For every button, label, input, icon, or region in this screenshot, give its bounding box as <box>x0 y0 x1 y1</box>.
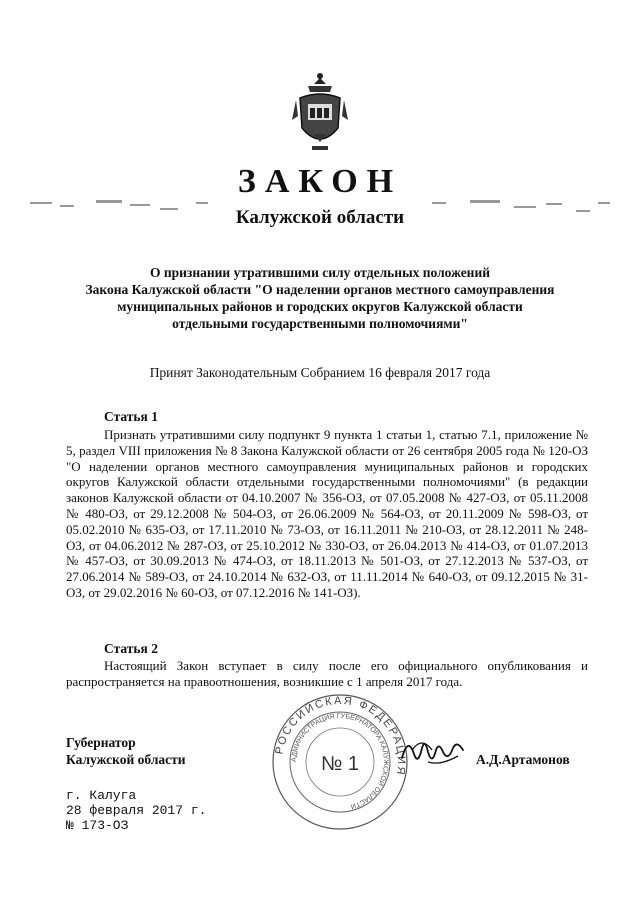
seal-inner-text: АДМИНИСТРАЦИЯ ГУБЕРНАТОРА КАЛУЖСКОЙ ОБЛАСТИ <box>290 712 390 810</box>
article-2-title: Статья 2 <box>104 641 158 656</box>
coat-of-arms-emblem <box>290 70 350 160</box>
governor-line: Губернатор <box>66 735 136 750</box>
subject-line: отдельными государственными полномочиями" <box>172 316 468 331</box>
article-1-text: Признать утратившими силу подпункт 9 пункта 1 статьи 1, статью 7.1, приложение № 5, раздел VIII приложения № 8 Закона Калужской области от 26 сентября 2005 года № 120-ОЗ "О наделении органов местного самоуправления муниципальных районов и городских округов Калужской области отдельными государственными полномочиями" (в редакции законов Калужской области от 04.10.2007 № 356-ОЗ, от 07.05.2008 № 427-ОЗ, от 05.11.2008 № 480-ОЗ, от 29.12.2008 № 504-ОЗ, от 26.06.2009 № 564-ОЗ, от 20.11.2009 № 598-ОЗ, от 05.02.2010 № 635-ОЗ, от 17.11.2010 № 73-ОЗ, от 16.11.2011 № 210-ОЗ, от 28.12.2011 № 248-ОЗ, от 04.06.2012 № 287-ОЗ, от 25.10.2012 № 330-ОЗ, от 26.04.2013 № 414-ОЗ, от 01.07.2013 № 457-ОЗ, от 30.09.2013 № 474-ОЗ, от 18.11.2013 № 501-ОЗ, от 27.12.2013 № 537-ОЗ, от 27.06.2014 № 589-ОЗ, от 24.10.2014 № 632-ОЗ, от 11.11.2014 № 640-ОЗ, от 09.12.2015 № 31-ОЗ, от 29.02.2016 № 60-ОЗ, от 07.12.2016 № 141-ОЗ). <box>66 427 588 600</box>
subject-line: муниципальных районов и городских округов Калужской области <box>117 299 523 314</box>
document-title: ЗАКОН <box>237 163 403 200</box>
law-number: № 173-ОЗ <box>66 818 129 833</box>
place-date: 28 февраля 2017 г. <box>66 803 207 818</box>
region-name: Калужской области <box>235 207 405 228</box>
seal-number: № 1 <box>320 753 360 775</box>
place-city: г. Калуга <box>66 788 137 803</box>
governor-title <box>66 734 186 768</box>
seal-outer-text: РОССИЙСКАЯ ФЕДЕРАЦИЯ <box>273 694 408 778</box>
article-2-text: Настоящий Закон вступает в силу после его официального опубликования и распространяется на правоотношения, возникшие с 1 апреля 2017 года. <box>66 658 588 689</box>
handwritten-signature <box>398 728 468 774</box>
subject-line: О признании утратившими силу отдельных положений <box>149 265 491 280</box>
article-1-title: Статья 1 <box>104 409 158 424</box>
law-subject <box>0 264 640 332</box>
place-date-number <box>66 788 206 833</box>
signatory-name: А.Д.Артамонов <box>476 752 570 767</box>
governor-line: Калужской области <box>66 752 186 767</box>
official-seal <box>270 692 410 832</box>
adoption-line: Принят Законодательным Собранием 16 февраля 2017 года <box>149 365 491 380</box>
subject-line: Закона Калужской области "О наделении органов местного самоуправления <box>85 282 555 297</box>
